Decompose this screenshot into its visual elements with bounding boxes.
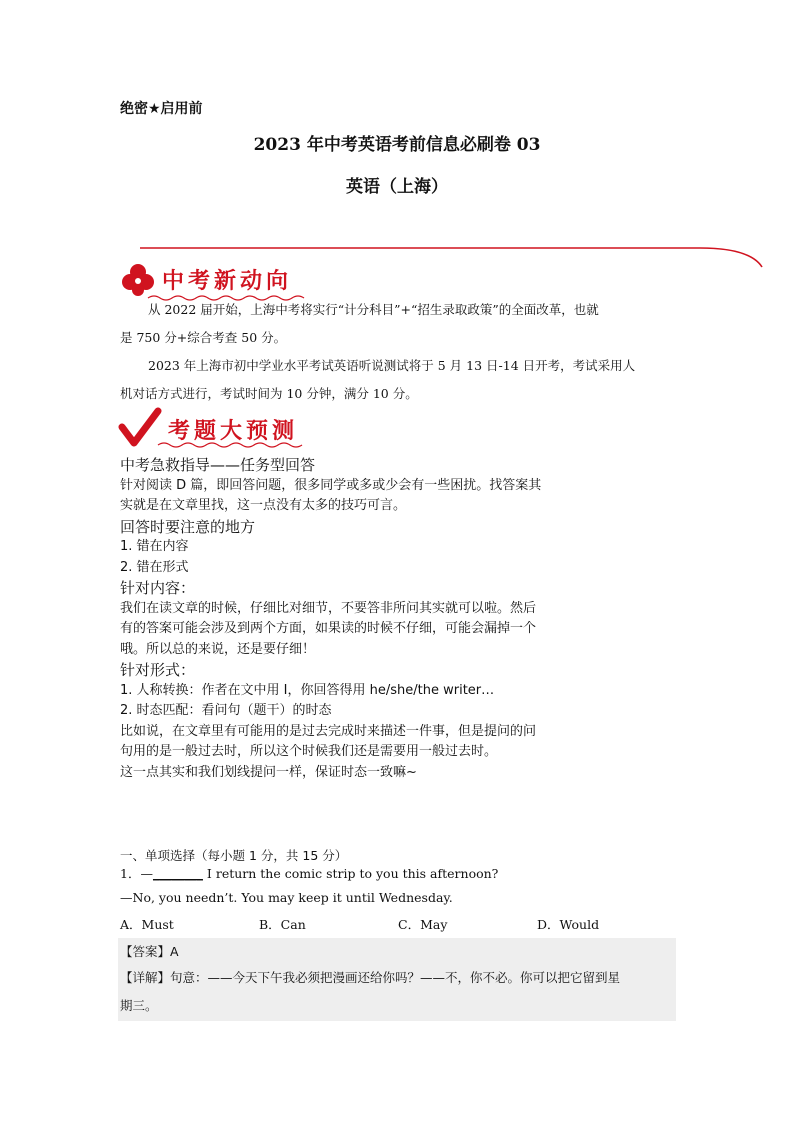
guidance-line: 哦。所以总的来说，还是要仔细！	[120, 641, 316, 657]
question-text: I return the comic strip to you this afternoon?	[202, 866, 499, 881]
news-paragraph-1-line2: 是 750 分+综合考查 50 分。	[120, 330, 287, 345]
confidential-label: 绝密★启用前	[120, 101, 203, 117]
guidance-line: 这一点其实和我们划线提问一样，保证时态一致嘛~	[120, 764, 417, 780]
paper-title: 2023 年中考英语考前信息必刷卷 03	[253, 135, 541, 155]
news-paragraph-2-line1: 2023 年上海市初中学业水平考试英语听说测试将于 5 月 13 日-14 日开考，考试采用人	[148, 358, 636, 373]
question-1-stem	[120, 864, 498, 882]
clover-icon	[120, 262, 156, 298]
guidance-line: 1. 错在内容	[120, 539, 189, 554]
answer-line: 【答案】A	[120, 944, 179, 959]
guidance-line: 实就是在文章里找，这一点没有太多的技巧可言。	[120, 498, 407, 513]
guidance-line: 针对阅读 D 篇，即回答问题，很多同学或多或少会有一些困扰。找答案其	[120, 477, 542, 493]
guidance-line: 我们在读文章的时候，仔细比对细节，不要答非所问其实就可以啦。然后	[120, 600, 537, 616]
question-number: 1．—	[120, 866, 153, 881]
detail-line-2: 期三。	[120, 998, 158, 1013]
section-banner-news: 中考新动向	[162, 269, 293, 294]
answer-blank: ________	[152, 866, 203, 881]
guidance-block	[120, 455, 680, 783]
option-d: D．Would	[537, 917, 600, 932]
news-paragraph-1-line1: 从 2022 届开始，上海中考将实行“计分科目”+“招生录取政策”的全面改革，也就	[148, 302, 599, 317]
guidance-line: 2. 错在形式	[120, 559, 189, 575]
news-paragraph-2-line2: 机对话方式进行，考试时间为 10 分钟，满分 10 分。	[120, 386, 418, 401]
option-a: A．Must	[120, 917, 174, 932]
guidance-line: 回答时要注意的地方	[120, 517, 256, 536]
detail-line-1: 【详解】句意：——今天下午我必须把漫画还给你吗？——不，你不必。你可以把它留到星	[120, 970, 621, 985]
question-1-reply: —No, you needn’t. You may keep it until Wednesday.	[120, 890, 453, 905]
guidance-line: 有的答案可能会涉及到两个方面，如果读的时候不仔细，可能会漏掉一个	[120, 621, 537, 636]
guidance-line: 针对内容：	[120, 579, 196, 597]
paper-subtitle: 英语（上海）	[346, 177, 448, 197]
option-c: C．May	[398, 917, 448, 932]
option-b: B．Can	[259, 917, 306, 932]
guidance-line: 针对形式：	[120, 661, 196, 679]
guidance-line: 1. 人称转换：作者在文中用 I，你回答得用 he/she/the writer…	[120, 682, 495, 698]
guidance-line: 比如说，在文章里有可能用的是过去完成时来描述一件事，但是提问的问	[120, 723, 537, 739]
question-1-options	[120, 915, 599, 933]
guidance-line: 2. 时态匹配：看问句（题干）的时态	[120, 703, 332, 718]
section-title-mcq: 一、单项选择（每小题 1 分，共 15 分）	[120, 848, 348, 863]
guidance-line: 中考急救指导——任务型回答	[120, 456, 316, 474]
section-banner-predict: 考题大预测	[168, 419, 299, 444]
guidance-line: 句用的是一般过去时，所以这个时候我们还是需要用一般过去时。	[120, 744, 498, 759]
